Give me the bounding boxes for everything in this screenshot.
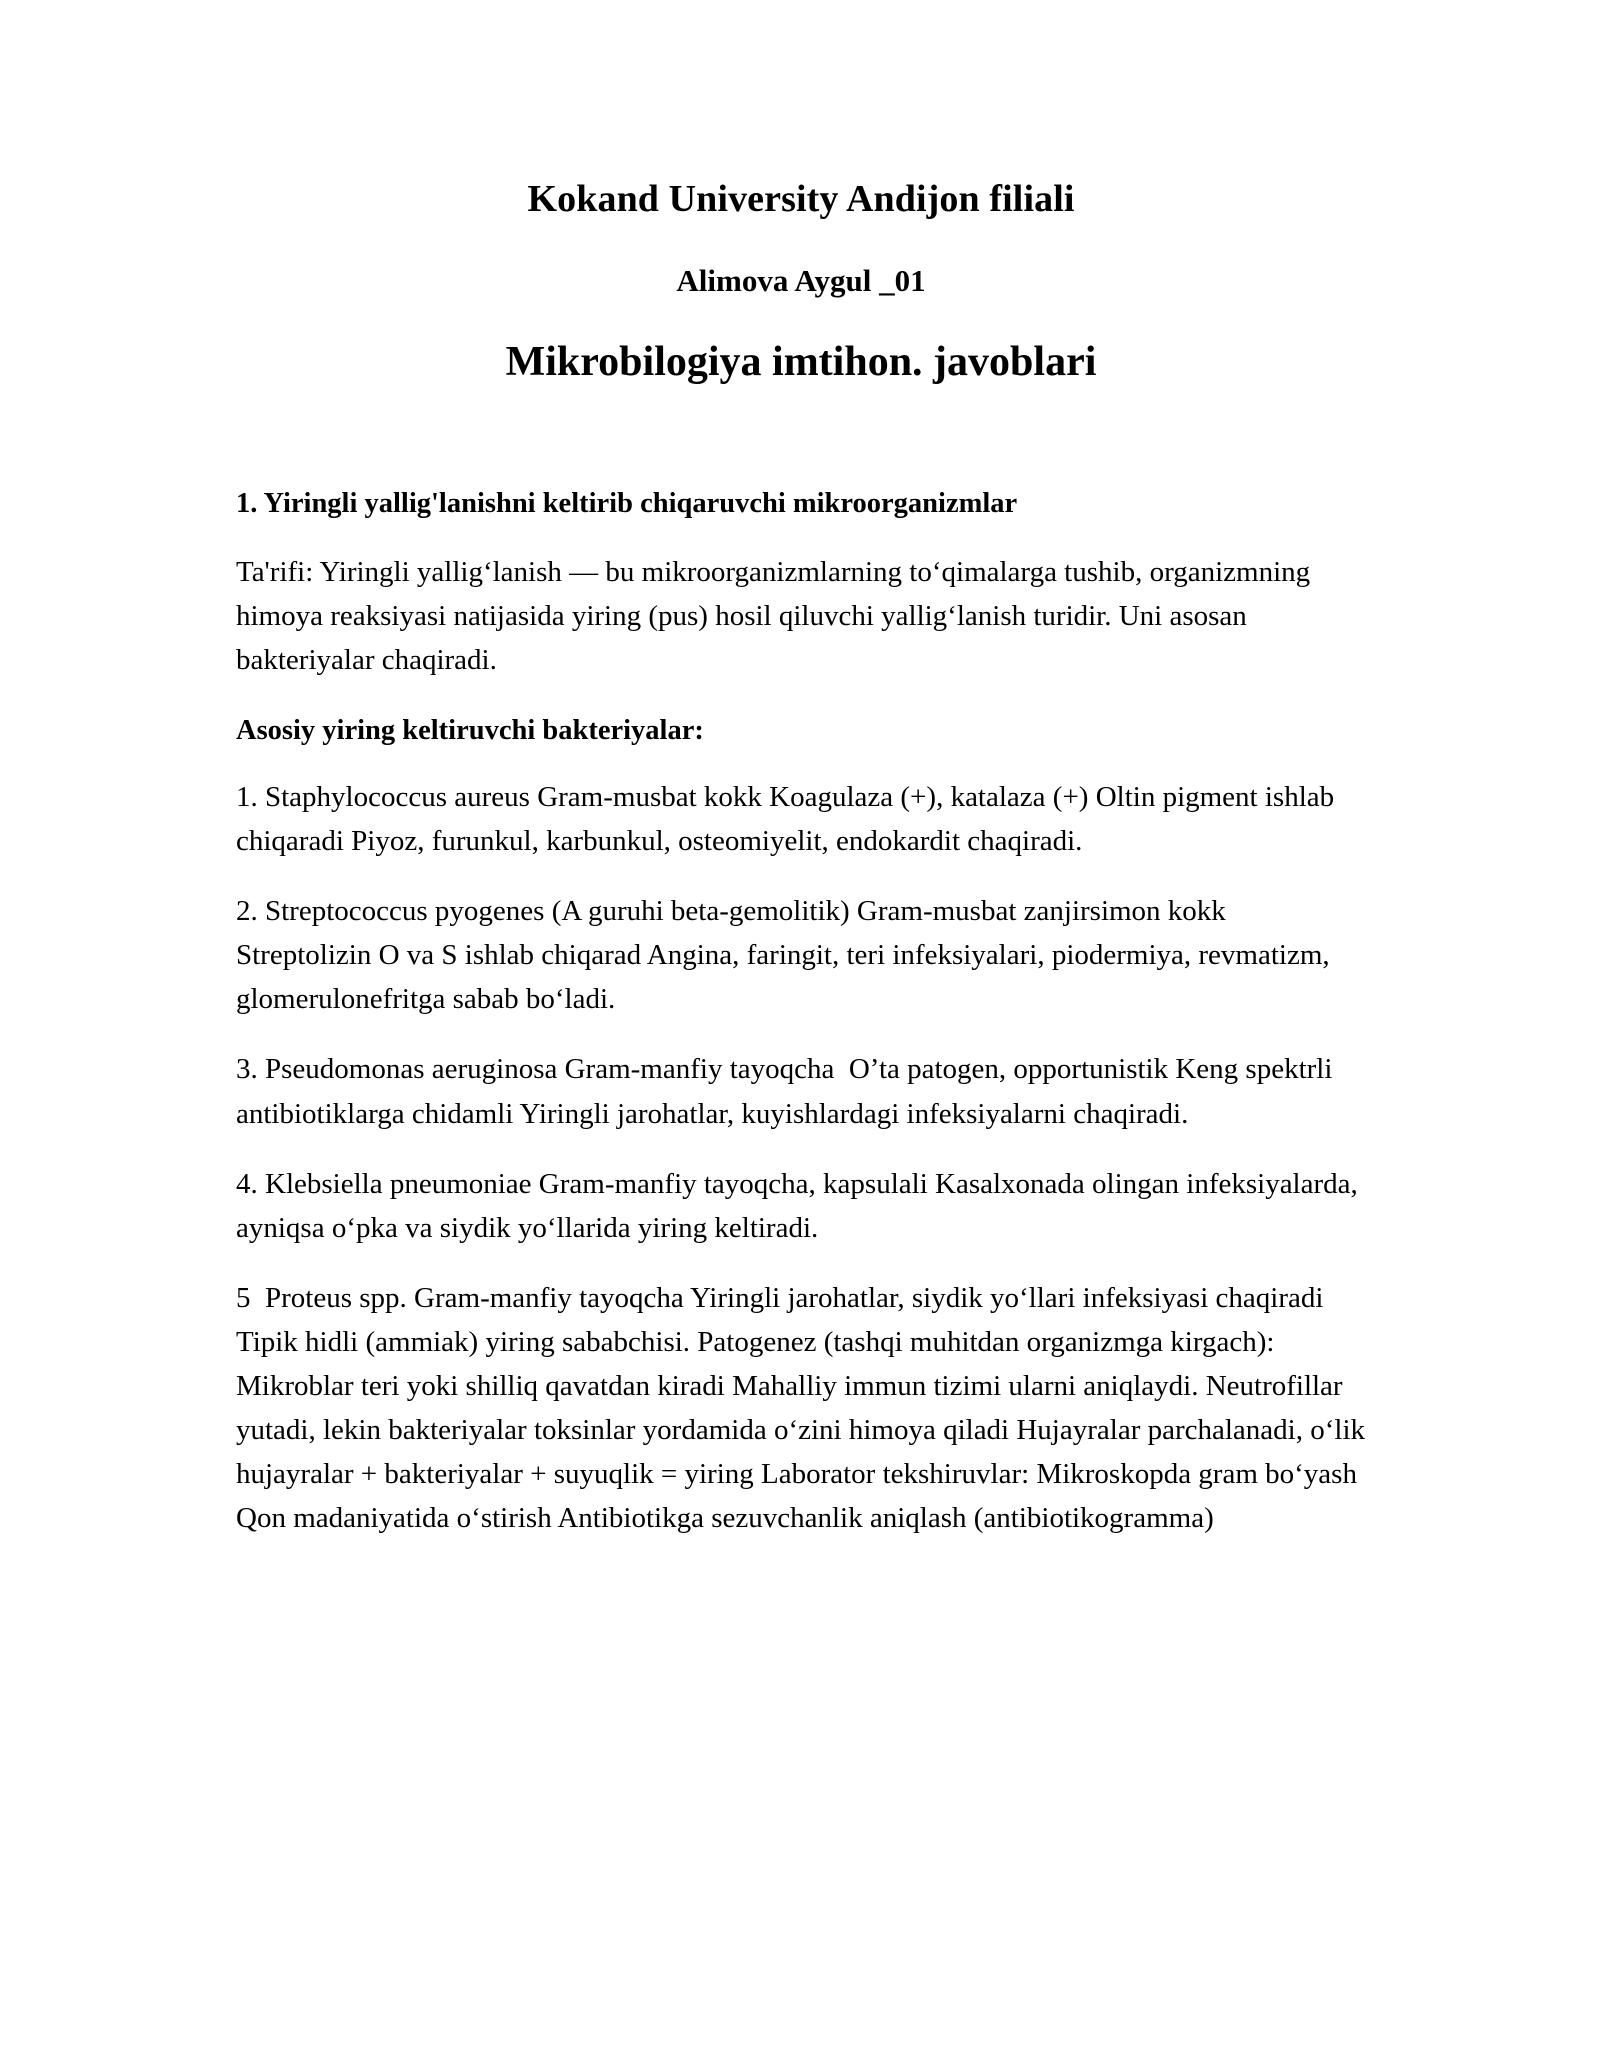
list-item: 2. Streptococcus pyogenes (A guruhi beta-gemolitik) Gram-musbat zanjirsimon kokk Streptolizin O va S ishlab chiqarad Angina, faringit, teri infeksiyalari, piodermiya, revmatizm, glomerulonefritga sabab bo‘ladi. <box>236 895 1337 1016</box>
sub-heading-bacteria-list: Asosiy yiring keltiruvchi bakteriyalar: <box>236 715 704 747</box>
page-title: Mikrobilogiya imtihon. javoblari <box>505 339 1097 386</box>
document-content <box>236 0 1373 1540</box>
list-item: 1. Staphylococcus aureus Gram-musbat kokk Koagulaza (+), katalaza (+) Oltin pigment ishlab chiqaradi Piyoz, furunkul, karbunkul, osteomiyelit, endokardit chaqiradi. <box>236 781 1342 858</box>
list-item: 3. Pseudomonas aeruginosa Gram-manfiy tayoqcha O’ta patogen, opportunistik Keng spektrli antibiotiklarga chidamli Yiringli jarohatlar, kuyishlardagi infeksiyalarni chaqiradi. <box>236 1053 1340 1130</box>
list-item: 5 Proteus spp. Gram-manfiy tayoqcha Yiringli jarohatlar, siydik yo‘llari infeksiyasi chaqiradi Tipik hidli (ammiak) yiring sababchisi. Patogenez (tashqi muhitdan organizmga kirgach): Mikroblar teri yoki shilliq qavatdan kiradi Mahalliy immun tizimi ularni aniqlaydi. Neutrofillar yutadi, lekin bakteriyalar toksinlar yordamida o‘zini himoya qiladi Hujayralar parchalanadi, o‘lik hujayralar + bakteriyalar + suyuqlik = yiring Laborator tekshiruvlar: Mikroskopda gram bo‘yash Qon madaniyatida o‘stirish Antibiotikga sezuvchanlik aniqlash (antibiotikogramma) <box>236 1281 1373 1535</box>
definition-paragraph: Ta'rifi: Yiringli yallig‘lanish — bu mikroorganizmlarning to‘qimalarga tushib, organizmning himoya reaksiyasi natijasida yiring (pus) hosil qiluvchi yallig‘lanish turidir. Uni asosan bakteriyalar chaqiradi. <box>236 555 1318 676</box>
list-item: 4. Klebsiella pneumoniae Gram-manfiy tayoqcha, kapsulali Kasalxonada olingan infeksiyalarda, ayniqsa o‘pka va siydik yo‘llarida yiring keltiradi. <box>236 1167 1366 1244</box>
section-heading-1: 1. Yiringli yallig'lanishni keltirib chiqaruvchi mikroorganizmlar <box>236 487 1018 519</box>
university-title: Kokand University Andijon filiali <box>527 178 1075 220</box>
student-name: Alimova Aygul _01 <box>676 262 926 298</box>
